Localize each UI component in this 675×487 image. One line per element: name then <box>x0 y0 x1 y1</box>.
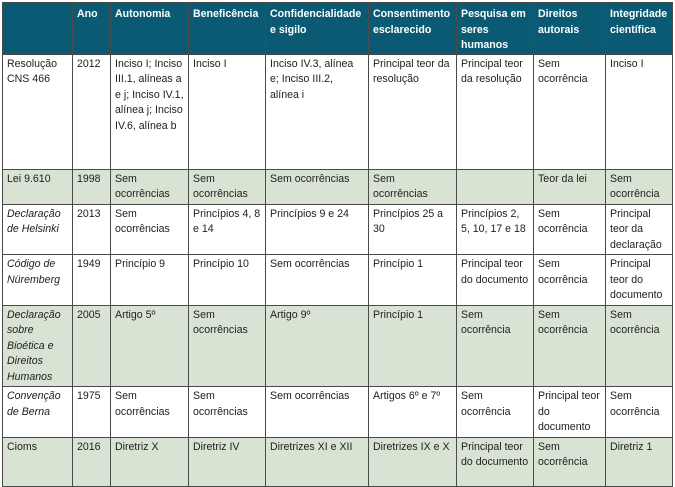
cell-consent: Princípio 1 <box>369 255 457 306</box>
cell-confidentiality: Sem ocorrências <box>266 387 369 438</box>
cell-beneficence: Sem ocorrências <box>189 169 266 204</box>
header-human-research: Pesquisa em seres humanos <box>457 3 534 55</box>
header-consent: Consentimento esclarecido <box>369 3 457 55</box>
header-scientific-integrity: Integridade científica <box>606 3 673 55</box>
cell-year: 1998 <box>73 169 111 204</box>
cell-human-research: Principal teor da resolução <box>457 54 534 169</box>
cell-consent: Principal teor da resolução <box>369 54 457 169</box>
table-row <box>3 305 673 387</box>
cell-consent: Sem ocorrências <box>369 169 457 204</box>
cell-year: 2013 <box>73 204 111 255</box>
cell-copyright: Sem ocorrência <box>534 54 606 169</box>
cell-human-research: Sem ocorrência <box>457 305 534 387</box>
cell-year: 2005 <box>73 305 111 387</box>
cell-autonomy: Sem ocorrências <box>111 387 189 438</box>
cell-scientific-integrity: Principal teor da declaração <box>606 204 673 255</box>
cell-confidentiality: Princípios 9 e 24 <box>266 204 369 255</box>
cell-confidentiality: Diretrizes XI e XII <box>266 437 369 486</box>
cell-autonomy: Sem ocorrências <box>111 204 189 255</box>
cell-autonomy: Diretriz X <box>111 437 189 486</box>
cell-scientific-integrity: Inciso I <box>606 54 673 169</box>
cell-copyright: Sem ocorrência <box>534 305 606 387</box>
cell-year: 1949 <box>73 255 111 306</box>
cell-consent: Princípio 1 <box>369 305 457 387</box>
table-row <box>3 437 673 486</box>
cell-autonomy: Artigo 5º <box>111 305 189 387</box>
cell-scientific-integrity: Principal teor do documento <box>606 255 673 306</box>
cell-document: Resolução CNS 466 <box>3 54 73 169</box>
cell-confidentiality: Artigo 9º <box>266 305 369 387</box>
cell-year: 2012 <box>73 54 111 169</box>
cell-copyright: Sem ocorrência <box>534 255 606 306</box>
cell-copyright: Sem ocorrência <box>534 437 606 486</box>
cell-autonomy: Sem ocorrências <box>111 169 189 204</box>
cell-scientific-integrity: Sem ocorrência <box>606 305 673 387</box>
cell-autonomy: Princípio 9 <box>111 255 189 306</box>
header-year: Ano <box>73 3 111 55</box>
cell-scientific-integrity: Sem ocorrência <box>606 387 673 438</box>
cell-document: Declaração sobre Bioética e Direitos Humanos <box>3 305 73 387</box>
cell-document: Cioms <box>3 437 73 486</box>
cell-document: Lei 9.610 <box>3 169 73 204</box>
cell-confidentiality: Inciso IV.3, alínea e; Inciso III.2, alínea i <box>266 54 369 169</box>
table-row <box>3 169 673 204</box>
cell-human-research: Sem ocorrência <box>457 387 534 438</box>
header-autonomy: Autonomia <box>111 3 189 55</box>
table-header-row <box>3 3 673 55</box>
cell-beneficence: Princípio 10 <box>189 255 266 306</box>
cell-year: 2016 <box>73 437 111 486</box>
cell-document: Convenção de Berna <box>3 387 73 438</box>
cell-autonomy: Inciso I; Inciso III.1, alíneas a e j; Inciso IV.1, alínea j; Inciso IV.6, alínea b <box>111 54 189 169</box>
cell-human-research <box>457 169 534 204</box>
header-copyright: Direitos autorais <box>534 3 606 55</box>
header-beneficence: Beneficência <box>189 3 266 55</box>
cell-beneficence: Sem ocorrências <box>189 387 266 438</box>
cell-beneficence: Inciso I <box>189 54 266 169</box>
cell-human-research: Principal teor do documento <box>457 255 534 306</box>
cell-copyright: Sem ocorrência <box>534 204 606 255</box>
cell-consent: Princípios 25 a 30 <box>369 204 457 255</box>
cell-consent: Diretrizes IX e X <box>369 437 457 486</box>
cell-confidentiality: Sem ocorrências <box>266 169 369 204</box>
cell-confidentiality: Sem ocorrências <box>266 255 369 306</box>
cell-scientific-integrity: Sem ocorrência <box>606 169 673 204</box>
cell-beneficence: Diretriz IV <box>189 437 266 486</box>
cell-copyright: Principal teor do documento <box>534 387 606 438</box>
header-document <box>3 3 73 55</box>
cell-document: Código de Nüremberg <box>3 255 73 306</box>
cell-beneficence: Princípios 4, 8 e 14 <box>189 204 266 255</box>
cell-scientific-integrity: Diretriz 1 <box>606 437 673 486</box>
cell-human-research: Princípios 2, 5, 10, 17 e 18 <box>457 204 534 255</box>
cell-beneficence: Sem ocorrências <box>189 305 266 387</box>
table-row <box>3 387 673 438</box>
table-row <box>3 204 673 255</box>
comparison-table <box>2 2 673 487</box>
cell-document: Declaração de Helsinki <box>3 204 73 255</box>
cell-year: 1975 <box>73 387 111 438</box>
header-confidentiality: Confidencialidade e sigilo <box>266 3 369 55</box>
cell-consent: Artigos 6º e 7º <box>369 387 457 438</box>
document-table-container <box>2 2 673 487</box>
table-row <box>3 54 673 169</box>
cell-copyright: Teor da lei <box>534 169 606 204</box>
cell-human-research: Principal teor do documento <box>457 437 534 486</box>
table-row <box>3 255 673 306</box>
